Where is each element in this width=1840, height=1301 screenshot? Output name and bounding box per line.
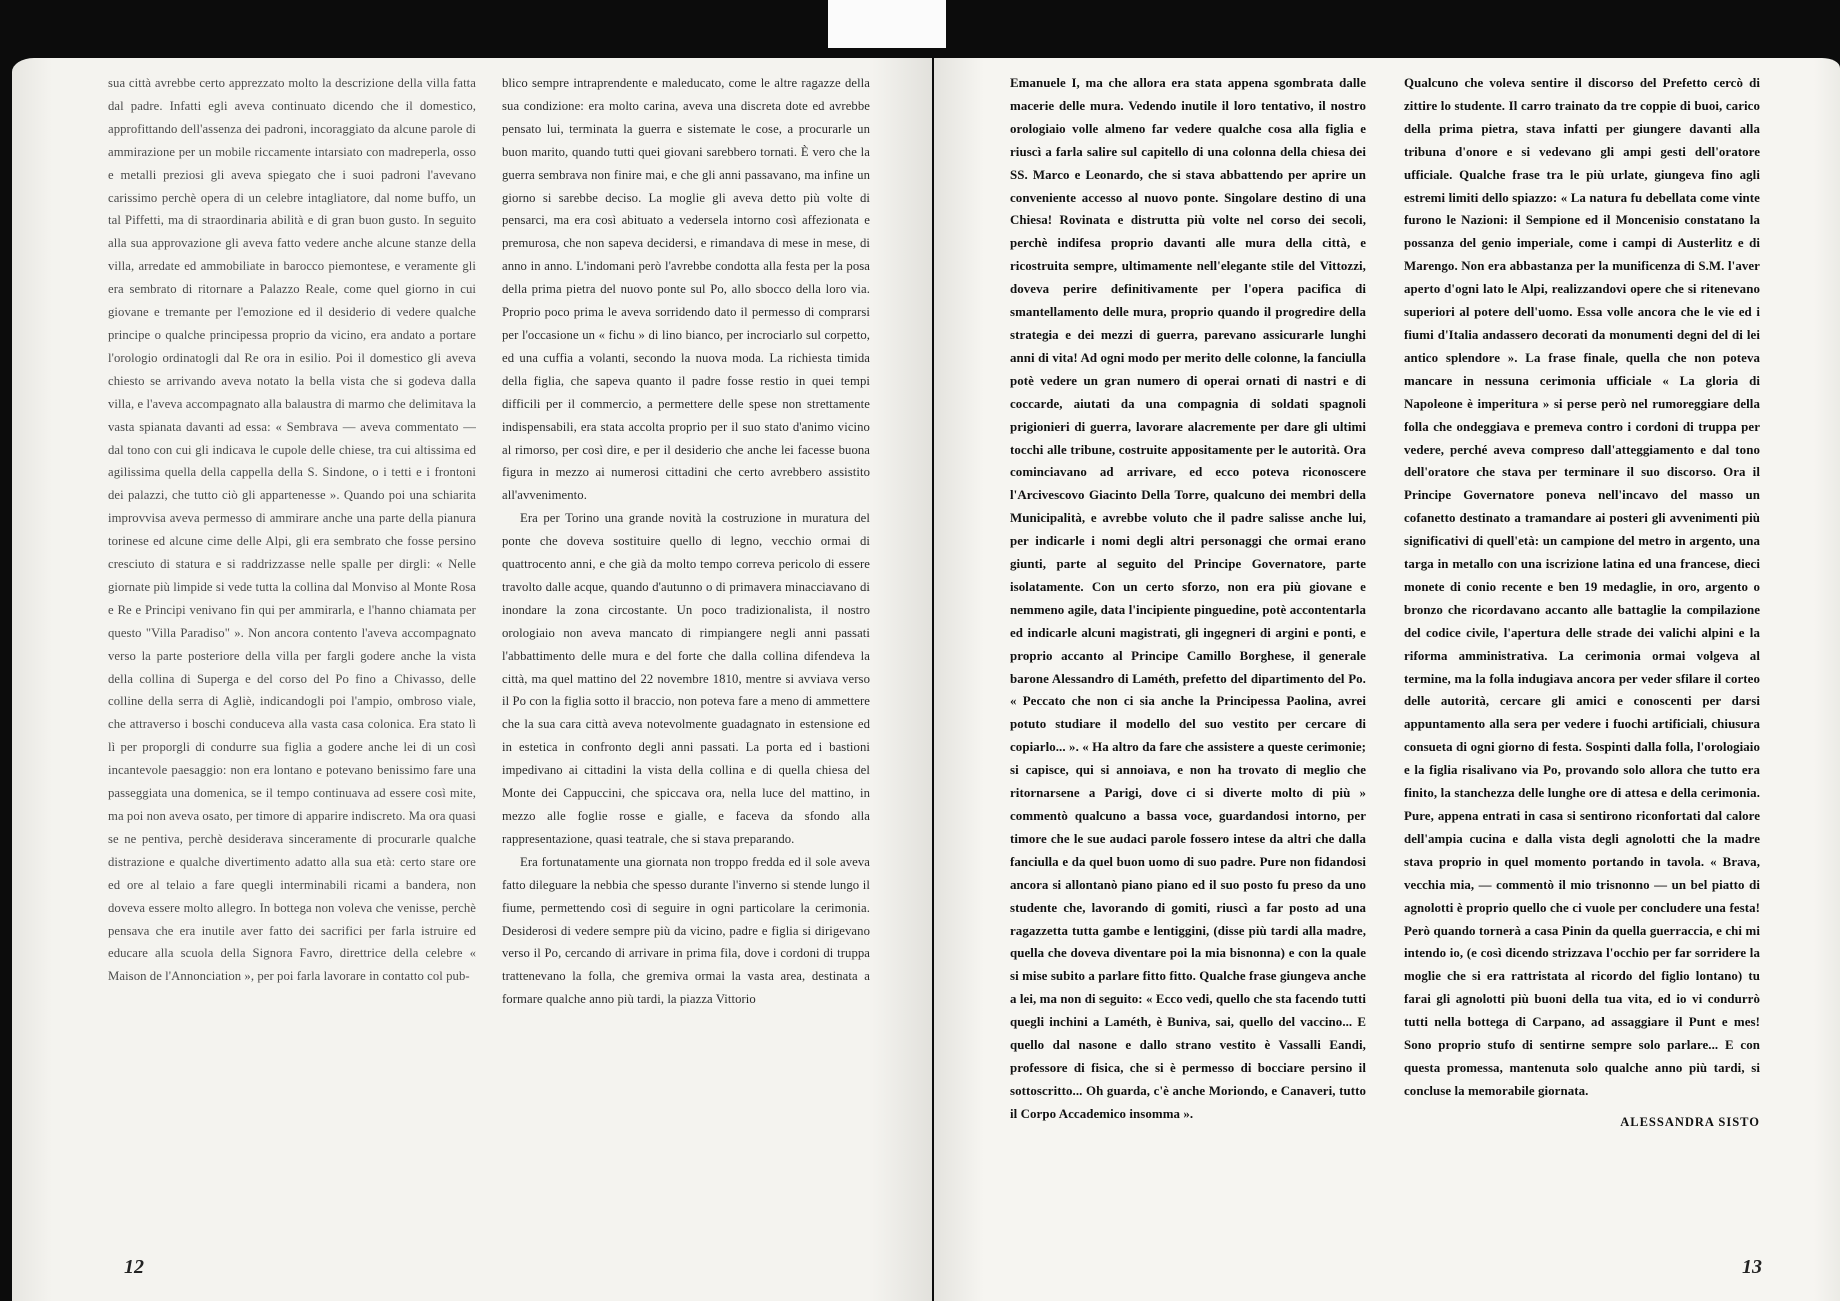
paragraph: blico sempre intraprendente e maleducato, come le altre ragazze della sua condizione: era molto carina, aveva una discreta dote ed avrebbe pensato lui, terminata la guerra e sistemate le cose, a procurarle un buon marito, quando tutti quei giovani sarebbero tornati. È vero che la guerra sembrava non finire mai, e che gli anni passavano, ma infine un giorno si sarebbe deciso. La moglie gli aveva detto più volte di pensarci, ma era così abituato a vedersela intorno così affezionata e premurosa, che non sapeva decidersi, e rimandava di mese in mese, di anno in anno. L'indomani però l'avrebbe condotta alla festa per la posa della prima pietra del nuovo ponte sul Po, allo sbocco della loro via. Proprio poco prima le aveva sorridendo dato il permesso di comprarsi per l'occasione un « fichu » di lino bianco, per incrociarlo sul corpetto, ed una cuffia a volanti, secondo la nuova moda. La richiesta timida della figlia, che sapeva quanto il padre fosse restio in quei tempi difficili per il commercio, a permettere delle spese non strettamente indispensabili, era stata accolta proprio per il suo stato d'animo vicino al rimorso, per così dire, e per il desiderio che anche lei facesse buona figura in mezzo ai numerosi cittadini che certo avrebbero assistito all'avvenimento. [502,76,870,503]
paragraph: Era per Torino una grande novità la costruzione in muratura del ponte che doveva sostituire quello di legno, vecchio ormai di quattrocento anni, e che già da molto tempo correva pericolo di essere travolto dalle acque, quando d'autunno o di primavera minacciavano di inondare la zona circostante. Un poco tradizionalista, il nostro orologiaio non aveva mancato di rimpiangere negli anni passati l'abbattimento delle mura e del forte che dalla collina difendeva la città, ma quel mattino del 22 novembre 1810, mentre si avviava verso il Po con la figlia sotto il braccio, non poteva fare a meno di ammettere che la sua cara città aveva notevolmente guadagnato in estensione ed in estetica in confronto degli anni passati. La porta ed i bastioni impedivano ai cittadini la vista della collina e di quella chiesa del Monte dei Cappuccini, che spiccava ora, nella luce del mattino, in mezzo alle foglie rosse e gialle, e faceva da sfondo alla rappresentazione, quasi teatrale, che si stava preparando. [502,511,870,846]
scan-tab [828,0,946,48]
paragraph: Emanuele I, ma che allora era stata appena sgombrata dalle macerie delle mura. Vedendo inutile il loro tentativo, il nostro orologiaio volle almeno far vedere qualche cosa alla figlia e riuscì a farla salire sul capitello di una colonna della chiesa dei SS. Marco e Leonardo, che si stava abbattendo per aprire un conveniente accesso al nuovo ponte. Singolare destino di una Chiesa! Rovinata e distrutta più volte nel corso dei secoli, perchè indifesa proprio davanti alle mura della città, e ricostruita sempre, ultimamente nell'elegante stile del Vittozzi, doveva perire definitivamente per l'opera pacifica di smantellamento delle mura, proprio quando il progredire della strategia e dei mezzi di guerra, parevano assicurarle lunghi anni di vita! Ad ogni modo per merito delle colonne, la fanciulla potè vedere un gran numero di operai ornati di nastri e di coccarde, aiutati da una compagnia di soldati spagnoli prigionieri di guerra, lavorare alacremente per dare gli ultimi tocchi alle tribune, costruite appositamente per le autorità. Ora cominciavano ad arrivare, ed ecco poteva riconoscere l'Arcivescovo Giacinto Della Torre, qualcuno dei membri della Municipalità, e avrebbe voluto che il padre salisse anche lui, per indicarle i nomi degli altri personaggi che ormai erano giunti, parte al seguito del Principe Governatore, parte isolatamente. Con un certo sforzo, non era più giovane e nemmeno agile, data l'incipiente pinguedine, potè accontentarla ed indicarle alcuni magistrati, gli ingegneri di argini e ponti, e proprio accanto al Principe Camillo Borghese, il generale barone Alessandro di Laméth, prefetto del dipartimento del Po. « Peccato che non ci sia anche la Principessa Paolina, avrei potuto studiare il modello del suo vestito per cercare di copiarlo... ». « Ha altro da fare che assistere a queste cerimonie; si capisce, qui si annoiava, e non ha trovato di meglio che ritornarsene a Parigi, dove ci si diverte molto di più » commentò qualcuno a bassa voce, guardandosi intorno, per timore che le sue audaci parole fossero intese da altri che dalla fanciulla e da quel buon uomo di suo padre. Pure non fidandosi ancora si allontanò piano piano ed il suo posto fu preso da uno studente che, lavorando di gomiti, riuscì a far posto ad una ragazzetta tutta gambe e lentiggini, (disse più tardi alla madre, quella che doveva diventare poi la mia bisnonna) e con la quale si mise subito a parlare fitto fitto. Qualche frase giungeva anche a lei, ma non di seguito: « Ecco vedi, quello che sta facendo tutti quegli inchini a Laméth, è Buniva, sai, quello del vaccino... E quello dal nasone e dallo strano vestito è Vassalli Eandi, professore di fisica, che si è permesso di bocciare persino il sottoscritto... Oh guarda, c'è anche Moriondo, e Canaveri, tutto il Corpo Accademico insomma ». [1010,76,1366,1121]
paragraph: Qualcuno che voleva sentire il discorso del Prefetto cercò di zittire lo studente. Il carro trainato da tre coppie di buoi, carico della prima pietra, stava infatti per giungere davanti alla tribuna d'onore e si vedevano gli ampi gesti dell'oratore ufficiale. Qualche frase tra le più urlate, giungeva fino agli estremi limiti dello spiazzo: « La natura fu debellata come vinte furono le Nazioni: il Sempione ed il Moncenisio constatano la possanza del genio imperiale, come i campi di Austerlitz e di Marengo. Non era abbastanza per la munificenza di S.M. l'aver aperto d'ogni lato le Alpi, realizzandovi opere che si ritenevano superiori al potere dell'uomo. Essa volle ancora che le vie ed i fiumi d'Italia andassero decorati da monumenti degni del di lei antico splendore ». La frase finale, quella che non poteva mancare in nessuna cerimonia ufficiale « La gloria di Napoleone è imperitura » si perse però nel rumoreggiare della folla che ondeggiava e premeva contro i cordoni di truppa per vedere, perché aveva compreso dall'atteggiamento e dal tono dell'oratore che stava per terminare il suo discorso. Ora il Principe Governatore poneva nell'incavo del masso un cofanetto destinato a tramandare ai posteri gli avvenimenti più significativi di quell'età: un campione del metro in argento, una targa in metallo con una iscrizione latina ed una francese, dieci monete di conio recente e ben 19 medaglie, in oro, argento o bronzo che ricordavano accanto alle battaglie la compilazione del codice civile, l'apertura delle strade dei valichi alpini e la riforma amministrativa. La cerimonia ormai volgeva al termine, ma la folla indugiava ancora per veder sfilare il corteo delle autorità, cercare gli amici e conoscenti per darsi appuntamento alla sera per vedere i fuochi artificiali, chiusura consueta di ogni giorno di festa. Sospinti dalla folla, l'orologiaio e la figlia risalivano via Po, provando solo allora che tutto era finito, la stanchezza delle lunghe ore di attesa e della cerimonia. Pure, appena entrati in casa si sentirono riconfortati dal calore dell'ampia cucina e dalla vista degli agnolotti che la madre stava proprio in quel momento portando in tavola. « Brava, vecchia mia, — commentò il mio trisnonno — un bel piatto di agnolotti è proprio quello che ci vuole per concludere una festa! Però quando tornerà a casa Pinin da quella guerraccia, e chi mi intendo io, (e così dicendo strizzava l'occhio per far sorridere la moglie che si era rattristata al ricordo del figlio lontano) tu farai gli agnolotti più buoni della tua vita, ed io vi condurrò tutti nella bottega di Carpano, ad assaggiare il Punt e mes! Sono proprio stufo di sentirne sempre solo parlare... E con questa promessa, mantenuta solo qualche anno più tardi, si concluse la memorabile giornata. [1404,76,1760,1098]
paragraph: Era fortunatamente una giornata non troppo fredda ed il sole aveva fatto dileguare la nebbia che spesso durante l'inverno si stende lungo il fiume, permettendo così di seguire in ogni particolare la cerimonia. Desiderosi di vedere sempre più da vicino, padre e figlia si dirigevano verso il Po, cercando di arrivare in prima fila, dove i cordoni di truppa trattenevano la folla, che gremiva ormai la vasta area, destinata a formare qualche anno più tardi, la piazza Vittorio [502,854,870,1007]
page-number-left: 12 [124,1256,144,1278]
left-page-column-2 [502,72,870,1262]
right-page-column-1 [1010,72,1366,1262]
right-page [934,58,1840,1301]
page-number-right: 13 [1742,1256,1762,1278]
left-page [12,58,932,1301]
author-signature: ALESSANDRA SISTO [1620,1114,1760,1129]
left-page-column-1 [108,72,476,1262]
right-page-column-2 [1404,72,1760,1262]
paragraph: sua città avrebbe certo apprezzato molto la descrizione della villa fatta dal padre. Infatti egli aveva continuato dicendo che il domestico, approfittando dell'assenza dei padroni, incoraggiato da alcune parole di ammirazione per un mobile riccamente intarsiato con madreperla, osso e metalli preziosi gli aveva spiegato che i suoi padroni l'avevano carissimo perchè opera di un celebre intagliatore, dal nome buffo, un tal Piffetti, ma di straordinaria abilità e di gran buon gusto. In seguito alla sua approvazione gli aveva fatto vedere anche alcune stanze della villa, arredate ed ammobiliate in barocco piemontese, e veramente gli era sembrato di ritornare a Palazzo Reale, come quel giorno in cui giovane e tremante per l'emozione ed il desiderio di vedere qualche principe o qualche principessa proprio da vicino, era andato a portare l'orologio ordinatogli dal Re ora in esilio. Poi il domestico gli aveva chiesto se arrivando aveva notato la bella vista che si godeva dalla villa, e l'aveva accompagnato alla balaustra di marmo che delimitava la vasta spianata davanti ad essa: « Sembrava — aveva commentato — dal tono con cui gli indicava le cupole delle chiese, tra cui altissima ed agilissima quella della cappella della S. Sindone, o i tetti e i frontoni dei palazzi, che tutto ciò gli appartenesse ». Quando poi una schiarita improvvisa aveva permesso di ammirare anche una parte della pianura torinese ed alcune cime delle Alpi, gli era sembrato che fosse persino cresciuto di statura e si raddrizzasse nelle spalle per dirgli: « Nelle giornate più limpide si vede tutta la collina dal Monviso al Monte Rosa e Re e Principi venivano fin qui per ammirarla, e l'hanno chiamata per questo "Villa Paradiso" ». Non ancora contento l'aveva accompagnato verso la parte posteriore della villa per fargli godere anche la vista della collina di Superga e del corso del Po fino a Chivasso, delle colline della serra di Agliè, indicandogli poi l'ampio, ombroso viale, che attraverso i boschi conduceva alla vasta casa colonica. Era stato lì lì per proporgli di condurre sua figlia a godere anche lei di un così incantevole paesaggio: non era lontano e potevano benissimo fare una passeggiata una domenica, se il tempo continuava ad essere così mite, ma poi non aveva osato, per timore di apparire indiscreto. Ma ora quasi se ne pentiva, perchè desiderava sinceramente di procurarle qualche distrazione e qualche divertimento adatto alla sua età: certo stare ore ed ore al telaio a fare quegli interminabili ricami a bandera, non doveva essere molto allegro. In bottega non voleva che venisse, perchè pensava che era inutile aver fatto dei sacrifici per farla istruire ed educare alla scuola della Signora Favro, direttrice della celebre « Maison de l'Annonciation », per poi farla lavorare in contatto col pub- [108,76,476,984]
